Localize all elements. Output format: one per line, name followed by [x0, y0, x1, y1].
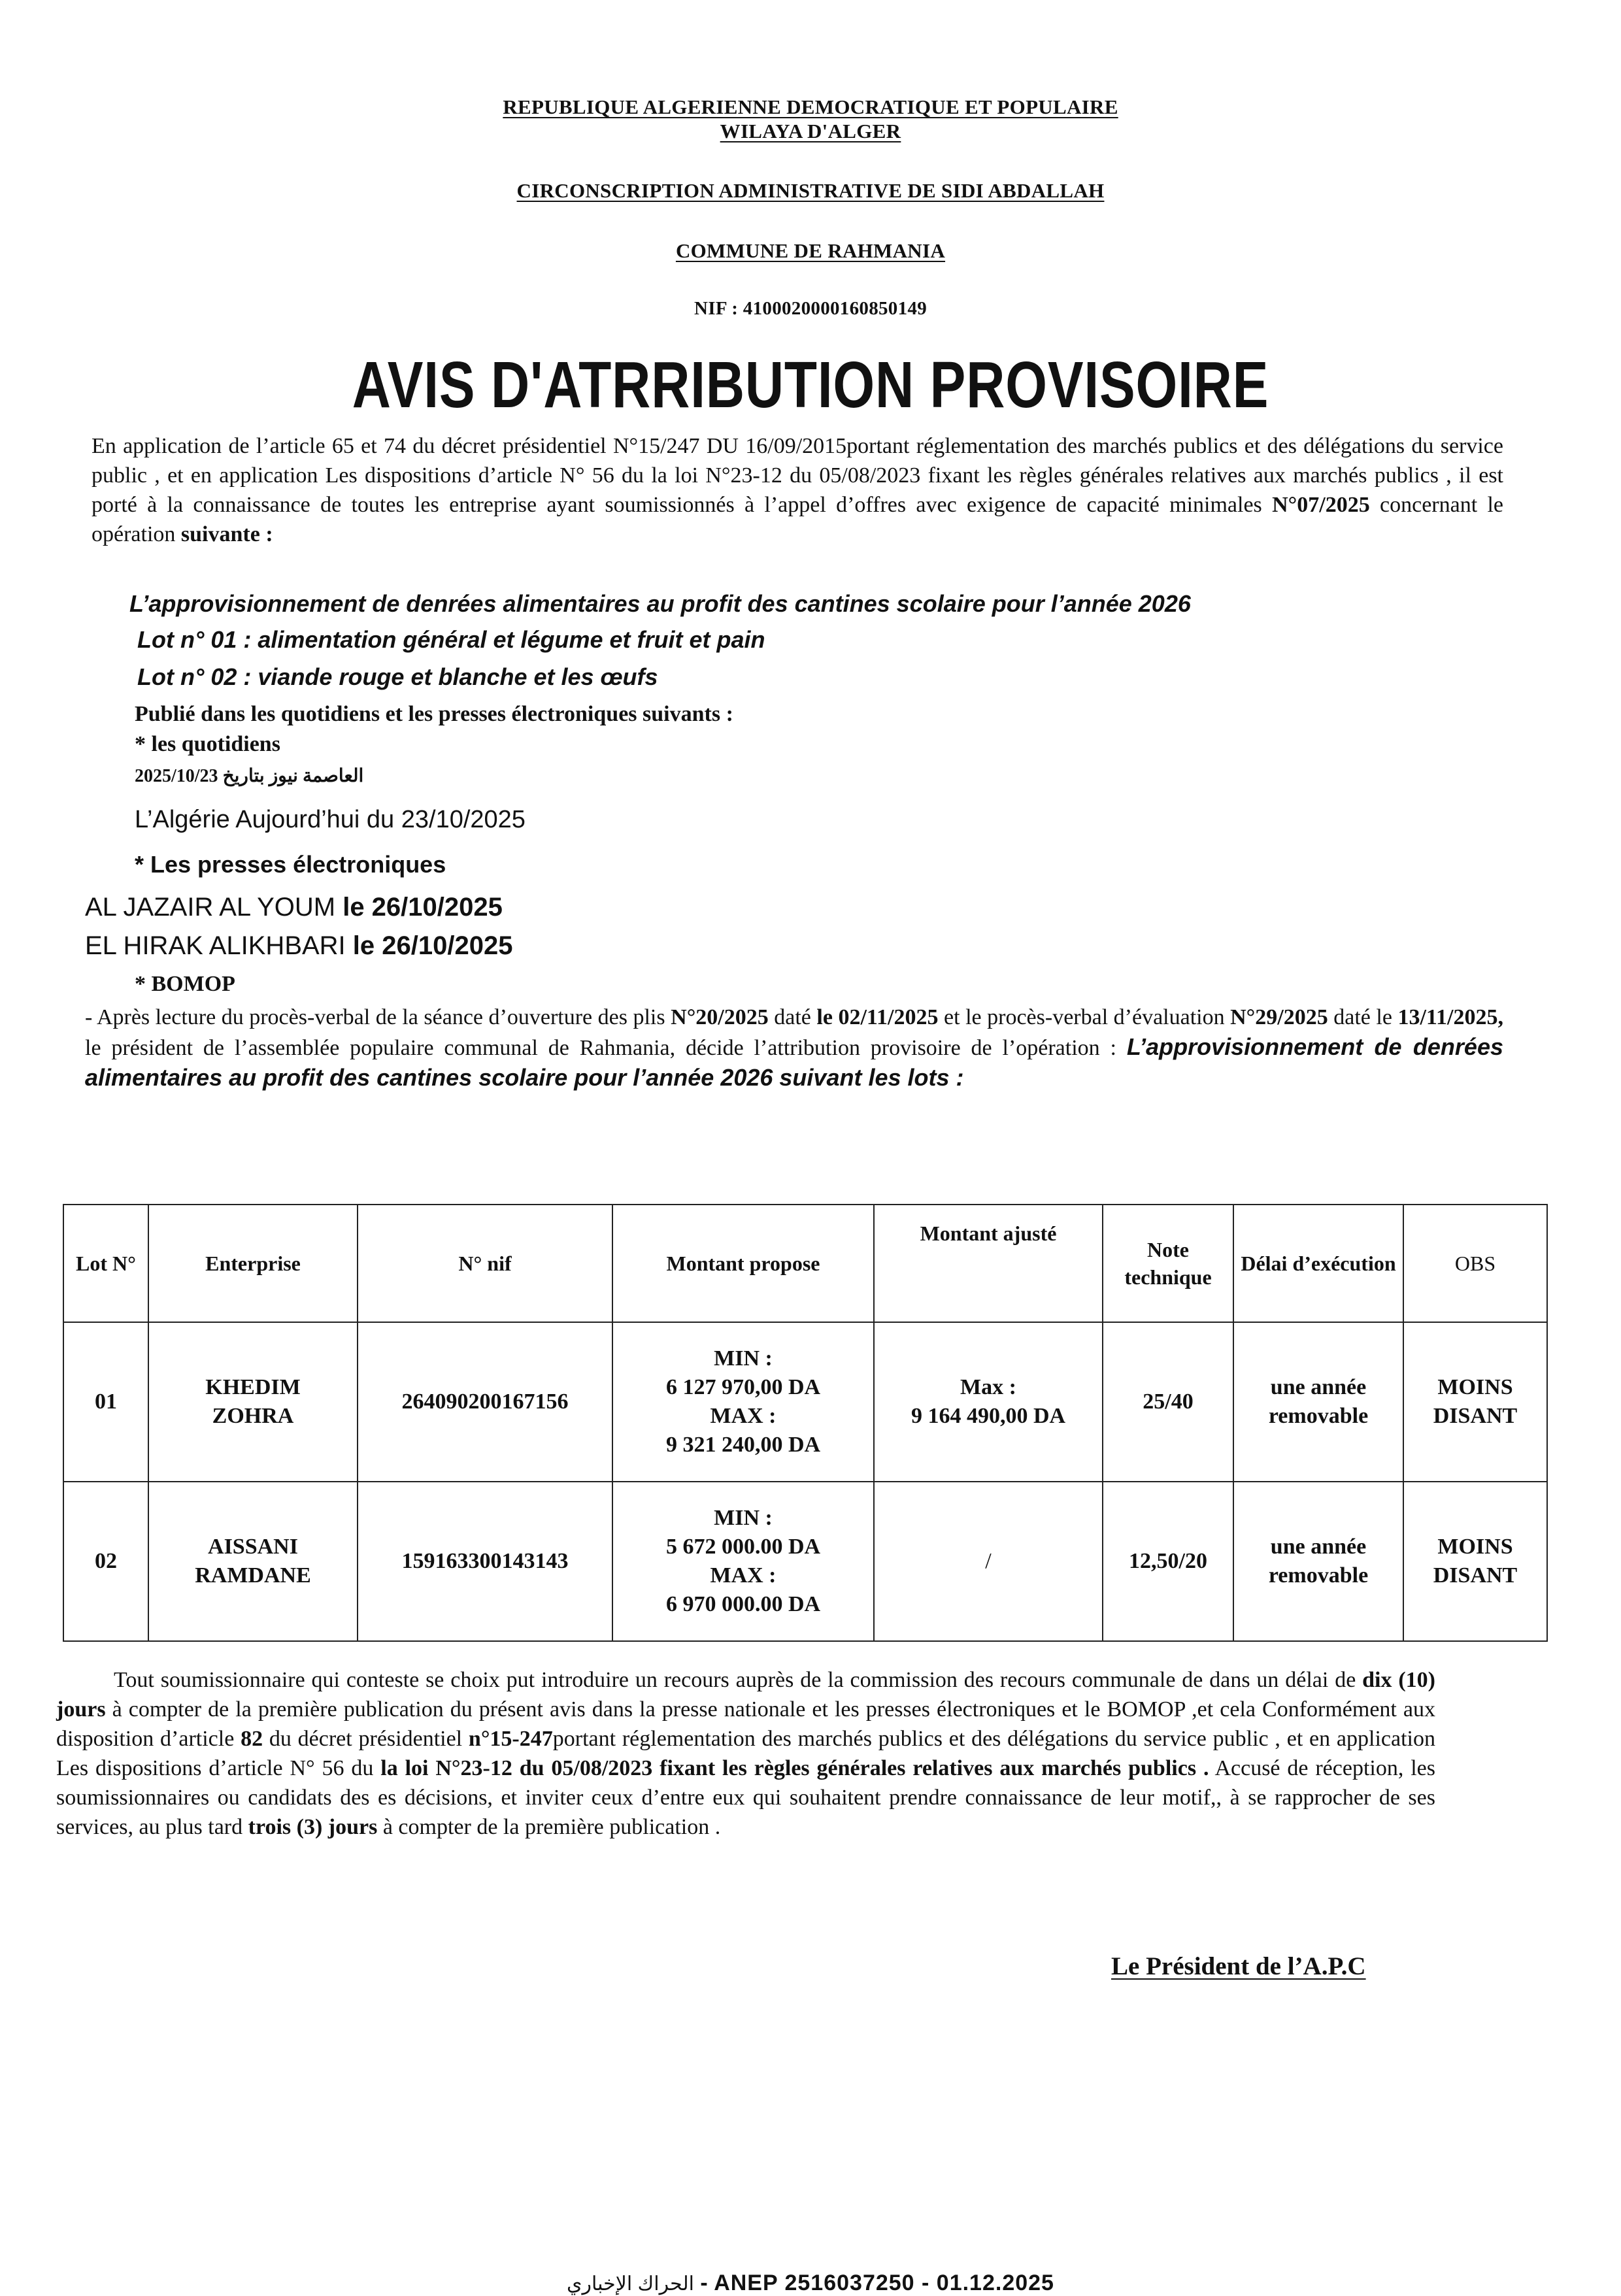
row-1-lot: 01: [63, 1322, 148, 1482]
decision-text-5: le président de l’assemblée populaire communal de Rahmania, décide l’attribution provisoire de l’opération :: [85, 1036, 1127, 1060]
row-2-delai-l2: removable: [1268, 1563, 1369, 1588]
decision-date-1: le 02/11/2025: [816, 1005, 939, 1029]
row-1-ajuste-l1: Max :: [960, 1375, 1016, 1399]
row-2-ajuste-l1: /: [985, 1549, 992, 1573]
decision-text-1: - Après lecture du procès-verbal de la séance d’ouverture des plis: [85, 1005, 671, 1029]
publication-presses-label: * Les presses électroniques: [135, 851, 446, 878]
header-note: Note technique: [1103, 1205, 1233, 1322]
row-2-entreprise-l1: AISSANI: [208, 1535, 298, 1559]
page-title: AVIS D'ATRRIBUTION PROVISOIRE: [352, 348, 1269, 422]
intro-paragraph: [92, 431, 1503, 549]
recours-paragraph: [56, 1665, 1435, 1842]
decision-text-3: et le procès-verbal d’évaluation: [938, 1005, 1231, 1029]
row-1-max-label: MAX :: [710, 1404, 777, 1428]
row-2-montant-ajuste: [874, 1482, 1103, 1641]
signature: Le Président de l’A.P.C: [1111, 1952, 1366, 1980]
row-2-nif: 159163300143143: [358, 1482, 612, 1641]
row-1-note: 25/40: [1103, 1322, 1233, 1482]
row-1-obs: [1403, 1322, 1547, 1482]
recours-text-6: à compter de la première publication .: [377, 1815, 721, 1839]
recours-delai: dix (10) jours: [56, 1668, 1435, 1722]
row-2-obs-l2: DISANT: [1433, 1563, 1518, 1588]
row-2-obs: [1403, 1482, 1547, 1641]
decision-pv-1: N°20/2025: [671, 1005, 769, 1029]
decision-date-2: 13/11/2025,: [1397, 1005, 1503, 1029]
header-obs: OBS: [1403, 1205, 1547, 1322]
header-delai: Délai d’exécution: [1233, 1205, 1403, 1322]
publication-press-2: [85, 931, 512, 961]
footer-arabic: الحراك الإخباري: [567, 2273, 694, 2295]
row-2-obs-l1: MOINS: [1437, 1535, 1513, 1559]
recours-article: 82: [241, 1727, 263, 1751]
header-entreprise: Enterprise: [148, 1205, 358, 1322]
header-montant-propose: Montant propose: [612, 1205, 874, 1322]
header-nif: NIF : 4100020000160850149: [694, 298, 927, 319]
publication-quotidiens-label: * les quotidiens: [135, 732, 280, 756]
publication-asimah-news: العاصمة نيوز بتاريخ 2025/10/23: [135, 766, 364, 786]
decision-text-4: daté le: [1328, 1005, 1398, 1029]
row-1-delai-l2: removable: [1268, 1404, 1369, 1428]
press-1-date: le 26/10/2025: [335, 893, 503, 922]
intro-text: En application de l’article 65 et 74 du décret présidentiel N°15/247 DU 16/09/2015portant réglementation des marchés publics et des délégations du service public , et en application Les dispositions d’article N° 56 du la loi N°23-12 du 05/08/2023 fixant les règles générales relatives aux marchés publics , il est porté à la connaissance de toutes les entreprise ayant soumissionnés à l’appel d’offres avec exigence de capacité minimales: [92, 434, 1503, 517]
operation-lot-1: Lot n° 01 : alimentation général et légume et fruit et pain: [137, 626, 765, 653]
recours-text-5: Accusé de réception, les soumissionnaires ou candidats des es décisions, et inviter ceux d’entre eux qui souhaitent prendre connaissance de leur motif,, à se rapprocher de ses services, au plus tard: [56, 1756, 1435, 1839]
press-2-date: le 26/10/2025: [345, 931, 513, 960]
row-1-max-value: 9 321 240,00 DA: [665, 1433, 821, 1457]
row-2-min-label: MIN :: [714, 1506, 773, 1530]
decision-text-2: daté: [768, 1005, 817, 1029]
row-2-delai: [1233, 1482, 1403, 1641]
row-1-nif: 264090200167156: [358, 1322, 612, 1482]
row-2-lot: 02: [63, 1482, 148, 1641]
row-2-min-value: 5 672 000.00 DA: [665, 1535, 821, 1559]
intro-reference: N°07/2025: [1272, 493, 1370, 517]
row-2-entreprise-l2: RAMDANE: [195, 1563, 311, 1588]
intro-suivante: suivante :: [180, 522, 273, 546]
table-header-row: [63, 1205, 1547, 1322]
table-row: [63, 1322, 1547, 1482]
row-2-montant-propose: [612, 1482, 874, 1641]
row-2-max-value: 6 970 000.00 DA: [665, 1592, 821, 1616]
row-1-montant-propose: [612, 1322, 874, 1482]
row-1-montant-ajuste: [874, 1322, 1103, 1482]
header-lot: Lot N°: [63, 1205, 148, 1322]
header-commune: COMMUNE DE RAHMANIA: [675, 239, 946, 262]
press-2-name: EL HIRAK ALIKHBARI: [85, 931, 346, 960]
row-1-min-value: 6 127 970,00 DA: [665, 1375, 821, 1399]
press-1-name: AL JAZAIR AL YOUM: [85, 893, 336, 922]
row-2-note: 12,50/20: [1103, 1482, 1233, 1641]
recours-text-1: Tout soumissionnaire qui conteste se choix put introduire un recours auprès de la commission des recours communale de dans un délai de: [114, 1668, 1363, 1692]
recours-text-2: à compter de la première publication du présent avis dans la presse nationale et les presses électroniques et le BOMOP ,et cela Conformément aux disposition d’article: [56, 1697, 1435, 1751]
publication-bomop: * BOMOP: [135, 972, 235, 996]
decision-pv-2: N°29/2025: [1230, 1005, 1328, 1029]
recours-decret: n°15-247: [468, 1727, 553, 1751]
row-1-obs-l1: MOINS: [1437, 1375, 1513, 1399]
row-1-entreprise-l2: ZOHRA: [212, 1404, 294, 1428]
row-1-delai: [1233, 1322, 1403, 1482]
row-1-obs-l2: DISANT: [1433, 1404, 1518, 1428]
recours-trois-jours: trois (3) jours: [248, 1815, 378, 1839]
recours-loi: la loi N°23-12 du 05/08/2023 fixant les règles générales relatives aux marchés publics .: [380, 1756, 1209, 1780]
row-1-delai-l1: une année: [1270, 1375, 1367, 1399]
row-2-entreprise: [148, 1482, 358, 1641]
recours-text-4: portant réglementation des marchés publics et des délégations du service public , et en application Les dispositions d’article N° 56 du: [56, 1727, 1435, 1780]
attribution-table: [63, 1204, 1548, 1642]
header-wilaya: WILAYA D'ALGER: [720, 120, 901, 142]
publication-algerie-aujourdhui: L’Algérie Aujourd’hui du 23/10/2025: [135, 806, 526, 833]
row-1-entreprise: [148, 1322, 358, 1482]
header-circonscription: CIRCONSCRIPTION ADMINISTRATIVE DE SIDI ABDALLAH: [516, 179, 1105, 202]
operation-title: L’approvisionnement de denrées alimentaires au profit des cantines scolaire pour l’année 2026: [129, 590, 1191, 617]
decision-paragraph: [85, 1003, 1503, 1093]
operation-lot-2: Lot n° 02 : viande rouge et blanche et les œufs: [137, 663, 658, 690]
recours-text-3: du décret présidentiel: [263, 1727, 469, 1751]
intro-text-end: concernant le opération: [92, 493, 1503, 546]
row-1-entreprise-l1: KHEDIM: [205, 1375, 301, 1399]
row-2-delai-l1: une année: [1270, 1535, 1367, 1559]
publication-press-1: [85, 893, 503, 922]
row-2-max-label: MAX :: [710, 1563, 777, 1588]
publication-heading: Publié dans les quotidiens et les presses électroniques suivants :: [135, 702, 733, 726]
footer: [0, 2271, 1621, 2296]
footer-anep: - ANEP 2516037250 - 01.12.2025: [700, 2271, 1054, 2295]
header-republic: REPUBLIQUE ALGERIENNE DEMOCRATIQUE ET POPULAIRE: [503, 95, 1118, 118]
header-nif: N° nif: [358, 1205, 612, 1322]
header-montant-ajuste: Montant ajusté: [874, 1205, 1103, 1322]
table-row: [63, 1482, 1547, 1641]
row-1-ajuste-l2: 9 164 490,00 DA: [911, 1404, 1066, 1428]
row-1-min-label: MIN :: [714, 1346, 773, 1371]
decision-operation: L’approvisionnement de denrées alimentaires au profit des cantines scolaire pour l’année 2026 suivant les lots :: [85, 1033, 1503, 1091]
